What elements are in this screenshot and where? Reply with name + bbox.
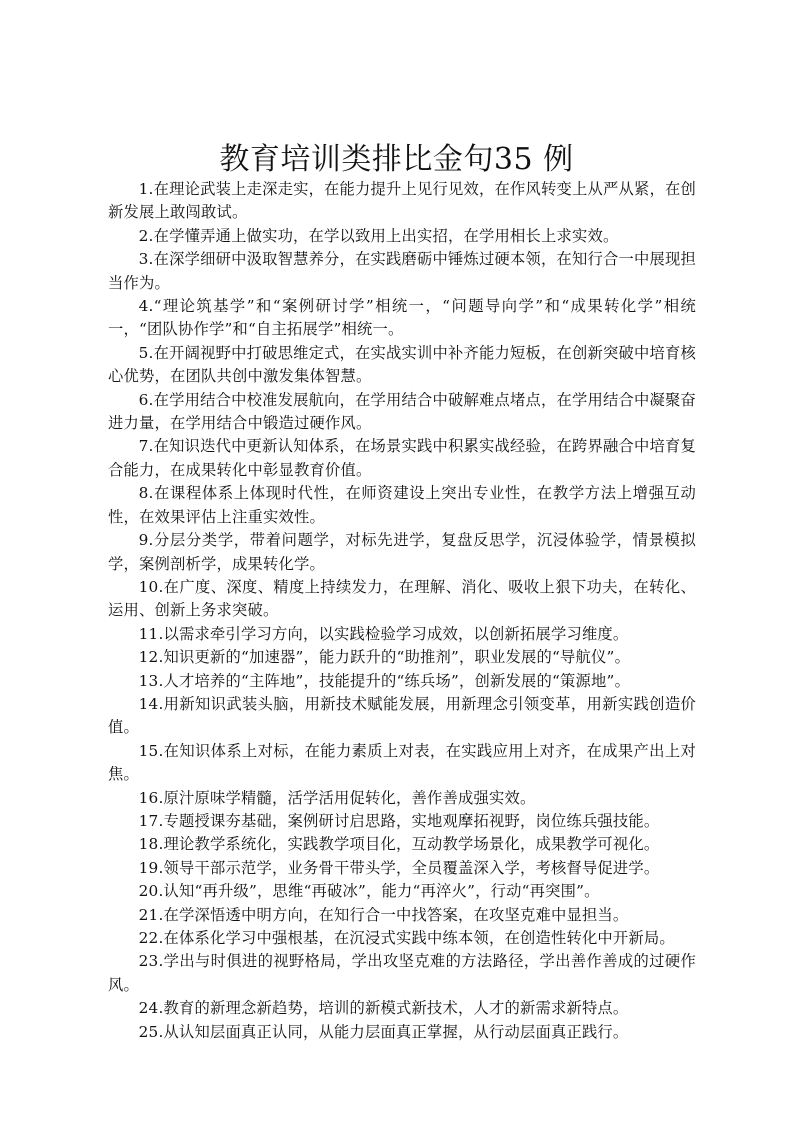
paragraph-11: 11.以需求牵引学习方向，以实践检验学习成效，以创新拓展学习维度。 bbox=[138, 624, 629, 643]
document-body bbox=[108, 178, 696, 1044]
paragraph-8: 8.在课程体系上体现时代性，在师资建设上突出专业性，在教学方法上增强互动性，在效果评估上注重实效性。 bbox=[108, 484, 696, 526]
document-title: 教育培训类排比金句35 例 bbox=[219, 142, 574, 177]
paragraph-23: 23.学出与时俱进的视野格局，学出攻坚克难的方法路径，学出善作善成的过硬作风。 bbox=[108, 952, 696, 994]
paragraph-20: 20.认知“再升级”，思维“再破冰”，能力“再淬火”，行动“再突围”。 bbox=[138, 882, 600, 901]
paragraph-10: 10.在广度、深度、精度上持续发力，在理解、消化、吸收上狠下功夫，在转化、运用、创新上务求突破。 bbox=[108, 577, 696, 620]
paragraph-12: 12.知识更新的“加速器”，能力跃升的“助推剂”，职业发展的“导航仪”。 bbox=[138, 648, 631, 667]
paragraph-3: 3.在深学细研中汲取智慧养分，在实践磨砺中锤炼过硬本领，在知行合一中展现担当作为。 bbox=[108, 250, 696, 292]
paragraph-7: 7.在知识迭代中更新认知体系，在场景实践中积累实战经验，在跨界融合中培育复合能力，在成果转化中彰显教育价值。 bbox=[108, 437, 696, 479]
paragraph-6: 6.在学用结合中校准发展航向，在学用结合中破解难点堵点，在学用结合中凝聚奋进力量，在学用结合中锻造过硬作风。 bbox=[108, 390, 696, 433]
paragraph-5: 5.在开阔视野中打破思维定式，在实战实训中补齐能力短板，在创新突破中培育核心优势，在团队共创中激发集体智慧。 bbox=[108, 343, 696, 386]
paragraph-21: 21.在学深悟透中明方向，在知行合一中找答案，在攻坚克难中显担当。 bbox=[138, 905, 629, 924]
paragraph-14: 14.用新知识武装头脑，用新技术赋能发展，用新理念引领变革，用新实践创造价值。 bbox=[108, 694, 696, 737]
paragraph-9: 9.分层分类学，带着问题学，对标先进学，复盘反思学，沉浸体验学，情景模拟学，案例剖析学，成果转化学。 bbox=[108, 531, 696, 573]
paragraph-1: 1.在理论武装上走深走实，在能力提升上见行见效，在作风转变上从严从紧，在创新发展上敢闯敢试。 bbox=[108, 180, 696, 222]
paragraph-24: 24.教育的新理念新趋势，培训的新模式新技术，人才的新需求新特点。 bbox=[138, 999, 629, 1018]
paragraph-22: 22.在体系化学习中强根基，在沉浸式实践中练本领，在创造性转化中开新局。 bbox=[138, 929, 675, 947]
paragraph-13: 13.人才培养的“主阵地”，技能提升的“练兵场”，创新发展的“策源地”。 bbox=[138, 671, 631, 690]
paragraph-17: 17.专题授课夯基础，案例研讨启思路，实地观摩拓视野，岗位练兵强技能。 bbox=[138, 811, 660, 830]
paragraph-25: 25.从认知层面真正认同，从能力层面真正掌握，从行动层面真正践行。 bbox=[138, 1022, 629, 1041]
paragraph-16: 16.原汁原味学精髓，活学活用促转化，善作善成强实效。 bbox=[138, 788, 536, 807]
paragraph-4: 4.“理论筑基学”和“案例研讨学”相统一，“问题导向学”和“成果转化学”相统一，“团队协作学”和“自主拓展学”相统一。 bbox=[108, 297, 696, 339]
paragraph-19: 19.领导干部示范学，业务骨干带头学，全员覆盖深入学，考核督导促进学。 bbox=[138, 858, 660, 877]
paragraph-15: 15.在知识体系上对标，在能力素质上对表，在实践应用上对齐，在成果产出上对焦。 bbox=[108, 741, 696, 784]
paragraph-2: 2.在学懂弄通上做实功，在学以致用上出实招，在学用相长上求实效。 bbox=[138, 226, 619, 245]
paragraph-18: 18.理论教学系统化，实践教学项目化，互动教学场景化，成果教学可视化。 bbox=[138, 835, 660, 854]
